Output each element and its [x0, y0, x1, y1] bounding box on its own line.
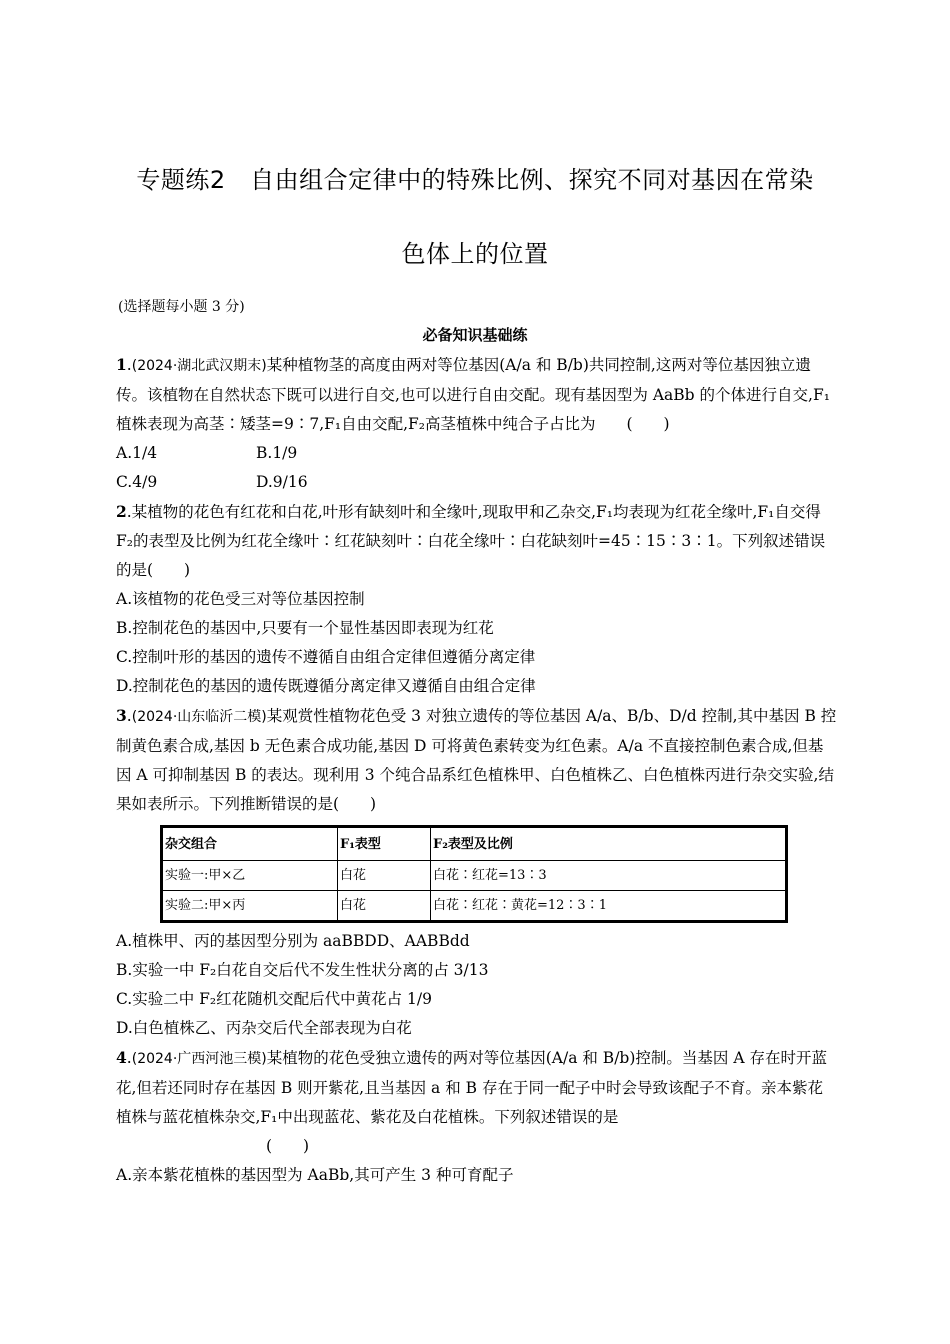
- section-heading: 必备知识基础练: [422, 326, 528, 344]
- question-3: 3.(2024·山东临沂二模)某观赏性植物花色受 3 对独立遗传的等位基因 A/a、B/b、D/d 控制,其中基因 B 控制黄色素合成,基因 b 无色素合成功能,基因 D 可将黄色素转变为红色素。A/a 不直接控制色素合成,但基因 A 可抑制基因 B 的表达。现利用 3 个纯合品系红色植株甲、白色植株乙、白色植株丙进行杂交实验,结果如表所示。下列推断错误的是( ): [116, 706, 837, 813]
- question-2: [116, 497, 838, 585]
- page-title-line-1: 专题练2 自由组合定律中的特殊比例、探究不同对基因在常染: [136, 166, 814, 194]
- option-c: C.实验二中 F₂红花随机交配后代中黄花占 1/9: [116, 990, 433, 1008]
- table-header: F₁表型: [338, 827, 431, 861]
- answer-parentheses: ( ): [266, 1137, 310, 1155]
- option-b: B.实验一中 F₂白花自交后代不发生性状分离的占 3/13: [116, 961, 489, 979]
- question-number: 1: [116, 355, 127, 374]
- question-text: .某植物的花色有红花和白花,叶形有缺刻叶和全缘叶,现取甲和乙杂交,F₁均表现为红花全缘叶,F₁自交得 F₂的表型及比例为红花全缘叶∶红花缺刻叶∶白花全缘叶∶白花缺刻叶=45∶15∶3∶1。下列叙述错误的是( ): [116, 503, 826, 579]
- option-b: B.1/9: [256, 444, 298, 462]
- table-cell: 实验一:甲×乙: [162, 861, 338, 891]
- question-text: 某植物的花色受独立遗传的两对等位基因(A/a 和 B/b)控制。当基因 A 存在时开蓝花,但若还同时存在基因 B 则开紫花,且当基因 a 和 B 存在于同一配子中时会导致该配子不育。亲本紫花植株与蓝花植株杂交,F₁中出现蓝花、紫花及白花植株。下列叙述错误的是: [116, 1049, 827, 1126]
- experiment-table: [160, 825, 788, 923]
- question-number: 2: [116, 502, 127, 521]
- option-a: A.亲本紫花植株的基因型为 AaBb,其可产生 3 种可育配子: [116, 1166, 514, 1184]
- table-header-row: [162, 827, 787, 861]
- option-row: [116, 468, 838, 497]
- option-d: D.控制花色的基因的遗传既遵循分离定律又遵循自由组合定律: [116, 677, 536, 695]
- option-a: A.植株甲、丙的基因型分别为 aaBBDD、AABBdd: [116, 932, 470, 950]
- table-row: [162, 861, 787, 891]
- table-row: [162, 891, 787, 922]
- question-number: 3: [116, 706, 127, 725]
- question-list: [116, 350, 838, 1190]
- score-note: (选择题每小题 3 分): [118, 299, 245, 315]
- question-number: 4: [116, 1048, 127, 1067]
- option-c: C.4/9: [116, 473, 158, 491]
- question-source: (2024·广西河池三模): [131, 1051, 267, 1067]
- table-cell: 实验二:甲×丙: [162, 891, 338, 922]
- question-4: 4.(2024·广西河池三模)某植物的花色受独立遗传的两对等位基因(A/a 和 B/b)控制。当基因 A 存在时开蓝花,但若还同时存在基因 B 则开紫花,且当基因 a 和 B 存在于同一配子中时会导致该配子不育。亲本紫花植株与蓝花植株杂交,F₁中出现蓝花、紫花及白花植株。下列叙述错误的是: [116, 1048, 827, 1126]
- table-header: F₂表型及比例: [431, 827, 787, 861]
- question-source: (2024·山东临沂二模): [131, 709, 267, 725]
- option-d: D.9/16: [256, 473, 308, 491]
- option-c: C.控制叶形的基因的遗传不遵循自由组合定律但遵循分离定律: [116, 648, 536, 666]
- option-a: A.1/4: [116, 444, 158, 462]
- page-title-line-2: 色体上的位置: [401, 240, 549, 268]
- question-text: 某观赏性植物花色受 3 对独立遗传的等位基因 A/a、B/b、D/d 控制,其中基因 B 控制黄色素合成,基因 b 无色素合成功能,基因 D 可将黄色素转变为红色素。A/a 不直接控制色素合成,但基因 A 可抑制基因 B 的表达。现利用 3 个纯合品系红色植株甲、白色植株乙、白色植株丙进行杂交实验,结果如表所示。下列推断错误的是( ): [116, 707, 837, 813]
- option-b: B.控制花色的基因中,只要有一个显性基因即表现为红花: [116, 619, 494, 637]
- option-d: D.白色植株乙、丙杂交后代全部表现为白花: [116, 1019, 412, 1037]
- table-cell: 白花∶红花=13∶3: [431, 861, 787, 891]
- option-a: A.该植物的花色受三对等位基因控制: [116, 590, 365, 608]
- question-source: (2024·湖北武汉期末): [131, 358, 267, 374]
- table-cell: 白花: [338, 861, 431, 891]
- table-cell: 白花: [338, 891, 431, 922]
- question-1: 1.(2024·湖北武汉期末)某种植物茎的高度由两对等位基因(A/a 和 B/b)共同控制,这两对等位基因独立遗传。该植物在自然状态下既可以进行自交,也可以进行自由交配。现有基因型为 AaBb 的个体进行自交,F₁植株表现为高茎∶矮茎=9∶7,F₁自由交配,F₂高茎植株中纯合子占比为 ( ): [116, 355, 830, 433]
- table-cell: 白花∶红花∶黄花=12∶3∶1: [431, 891, 787, 922]
- option-row: [116, 439, 838, 468]
- question-text: 某种植物茎的高度由两对等位基因(A/a 和 B/b)共同控制,这两对等位基因独立遗传。该植物在自然状态下既可以进行自交,也可以进行自由交配。现有基因型为 AaBb 的个体进行自交,F₁植株表现为高茎∶矮茎=9∶7,F₁自由交配,F₂高茎植株中纯合子占比为 ( ): [116, 356, 830, 433]
- table-header: 杂交组合: [162, 827, 338, 861]
